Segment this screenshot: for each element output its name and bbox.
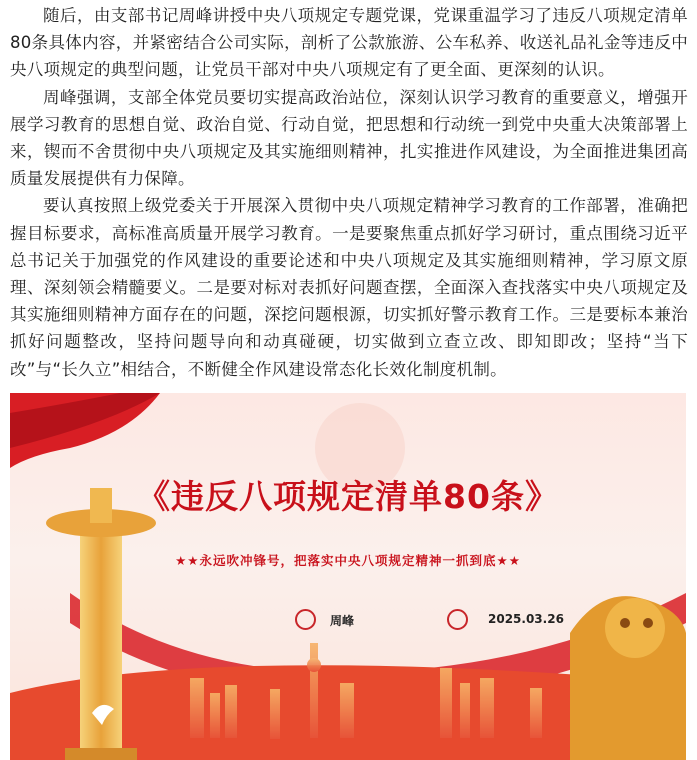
paragraph-1: 随后，由支部书记周峰讲授中央八项规定专题党课，党课重温学习了违反八项规定清单80条具体内容，并紧密结合公司实际，剖析了公款旅游、公车私养、收送礼品礼金等违反中央八项规定的典型问题，让党员干部对中央八项规定有了更全面、更深刻的认识。 — [10, 6, 688, 80]
banner-title: 《违反八项规定清单80条》 — [137, 477, 559, 516]
banner-image — [10, 393, 686, 760]
author-circle-icon — [295, 609, 316, 630]
paragraph-3: 要认真按照上级党委关于开展深入贯彻中央八项规定精神学习教育的工作部署，准确把握目标要求，高标准高质量开展学习教育。一是要聚焦重点抓好学习研讨，重点围绕习近平总书记关于加强党的作风建设的重要论述和中央八项规定及其实施细则精神，学习原文原理、深刻领会精髓要义。二是要对标对表抓好问题查摆，全面深入查找落实中央八项规定及其实施细则精神方面存在的问题，深挖问题根源，切实抓好警示教育工作。三是要标本兼治抓好问题整改，坚持问题导向和动真碰硬，切实做到立查立改、即知即改；坚持“当下改”与“长久立”相结合，不断健全作风建设常态化长效化制度机制。 — [10, 196, 688, 379]
banner-artwork — [10, 393, 686, 760]
date-circle-icon — [447, 609, 468, 630]
article-body — [10, 2, 688, 383]
lion-statue — [570, 596, 686, 760]
banner-subtitle: ★★永远吹冲锋号，把落实中央八项规定精神一抓到底★★ — [175, 553, 521, 568]
banner-date: 2025.03.26 — [488, 612, 564, 626]
banner-author: 周峰 — [330, 614, 355, 628]
paragraph-2: 周峰强调，支部全体党员要切实提高政治站位，深刻认识学习教育的重要意义，增强开展学习教育的思想自觉、政治自觉、行动自觉，把思想和行动统一到党中央重大决策部署上来，锲而不舍贯彻中央八项规定及其实施细则精神，扎实推进作风建设，为全面推进集团高质量发展提供有力保障。 — [10, 87, 688, 189]
